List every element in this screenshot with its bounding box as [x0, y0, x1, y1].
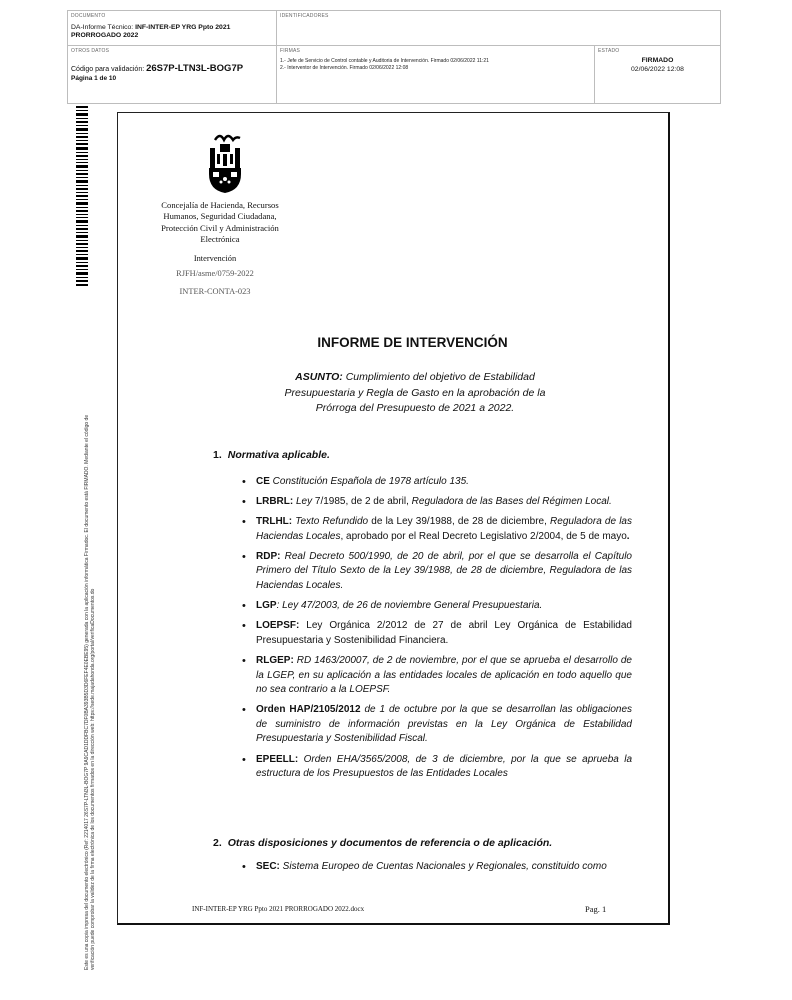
signature-header-table: [67, 10, 721, 104]
firmas-cell: [277, 46, 595, 103]
page-title: INFORME DE INTERVENCIÓN: [317, 335, 508, 350]
referencia-list: [240, 860, 632, 880]
list-item: • RDP: Real Decreto 500/1990, de 20 de abril, por el que se desarrolla el Capítulo Primero del Título Sexto de la Ley 39/1988, de 28 de diciembre, Reguladora de las Haciendas Locales.: [240, 550, 632, 594]
section-1-title: Normativa aplicable.: [227, 449, 330, 461]
unit-name: Intervención: [193, 254, 237, 263]
list-item: • TRLHL: Texto Refundido de la Ley 39/1988, de 28 de diciembre, Reguladora de las Haciendas Locales, aprobado por el Real Decreto Legislativo 2/2004, de 5 de mayo.: [240, 515, 632, 544]
estado-value: FIRMADO: [641, 57, 674, 64]
doc-title-prefix: DA-Informe Técnico:: [71, 24, 136, 31]
list-item: • LOEPSF: Ley Orgánica 2/2012 de 27 de abril Ley Orgánica de Estabilidad Presupuestaria y Sostenibilidad Financiera.: [240, 619, 632, 648]
estado-caption: ESTADO: [598, 48, 620, 54]
vertical-barcode: [76, 106, 88, 286]
documento-caption: DOCUMENTO: [71, 13, 106, 19]
section-2-title: Otras disposiciones y documentos de referencia o de aplicación.: [227, 837, 553, 849]
section-1-number: 1.: [213, 449, 222, 461]
otros-caption: OTROS DATOS: [71, 48, 110, 54]
firmas-caption: FIRMAS: [280, 48, 301, 54]
list-item: • LRBRL: Ley 7/1985, de 2 de abril, Reguladora de las Bases del Régimen Local.: [240, 495, 632, 510]
list-item: • LGP: Ley 47/2003, de 26 de noviembre General Presupuestaria.: [240, 599, 632, 614]
footer-page-number: Pag. 1: [585, 904, 607, 914]
verification-side-text: [84, 290, 96, 970]
footer-filename: INF-INTER-EP YRG Ppto 2021 PRORROGADO 2022.docx: [192, 905, 365, 913]
identificadores-caption: IDENTIFICADORES: [280, 13, 329, 19]
validation-label: Código para validación:: [71, 66, 147, 73]
list-item: • SEC: Sistema Europeo de Cuentas Nacionales y Regionales, constituido como: [240, 860, 632, 875]
asunto-text: Cumplimiento del objetivo de Estabilidad Presupuestaria y Regla de Gasto en la aprobación de la Prórroga del Presupuesto de 2021 a 2022.: [284, 371, 546, 414]
list-item: • EPEELL: Orden EHA/3565/2008, de 3 de diciembre, por la que se aprueba la estructura de los Presupuestos de las Entidades Locales: [240, 753, 632, 782]
department-name: Concejalía de Hacienda, Recursos Humanos, Seguridad Ciudadana, Protección Civil y Administración Electrónica: [161, 200, 279, 244]
firma-1: 1.- Jefe de Servicio de Control contable y Auditoria de Intervención. Firmado 02/06/2022 11:21: [280, 58, 489, 64]
validation-line: [71, 63, 243, 74]
asunto-paragraph: [270, 370, 560, 417]
page-count: Página 1 de 10: [71, 75, 117, 82]
document-title: [71, 24, 266, 40]
asunto-label: ASUNTO:: [295, 371, 343, 383]
firma-2: 2.- Interventor de Intervención. Firmado 02/06/2022 12:08: [280, 65, 409, 71]
estado-cell: [595, 46, 720, 103]
section-2-number: 2.: [213, 837, 222, 849]
list-item: • RLGEP: RD 1463/20007, de 2 de noviembre, por el que se aprueba el desarrollo de la LGEP, en su aplicación a las entidades locales de aplicación en todo aquello que no sea contrario a la LOEPSF.: [240, 654, 632, 698]
doc-title-bold: INF-INTER-EP YRG Ppto 2021 PRORROGADO 2022: [71, 24, 231, 39]
normativa-list: [240, 475, 632, 787]
otros-datos-cell: [68, 46, 277, 103]
reference-2: INTER-CONTA-023: [179, 287, 251, 296]
section-1-heading: [213, 449, 330, 461]
identificadores-cell: [277, 11, 720, 46]
side-text-line2: verificación puede comprobar la validez de la firma electrónica de los documentos firmados en la dirección web: https://sede.majadahonda.org/portal/verificaDocumentos.do: [90, 588, 96, 970]
section-2-heading: [213, 837, 552, 849]
list-item: • CE Constitución Española de 1978 artículo 135.: [240, 475, 632, 490]
estado-date: 02/06/2022 12:08: [631, 66, 684, 73]
reference-1: RJFH/asme/0759-2022: [176, 269, 254, 278]
municipal-coat-of-arms-icon: [205, 132, 245, 194]
list-item: • Orden HAP/2105/2012 de 1 de octubre por la que se desarrollan las obligaciones de suministro de información previstas en la Ley Orgánica de Estabilidad Presupuestaria y Sostenibilidad Fiscal.: [240, 703, 632, 747]
validation-code: 26S7P-LTN3L-BOG7P: [146, 63, 244, 74]
side-text-line1: Este es una copia impresa del documento electrónico (Ref: 2214017 26S7P-LTN3L-BOG7P 9A9CAD1DDFBC7DF0BA393B5D3D6FEF4E0EBE95) generada con la aplicación informática Firmadoc. El documento está FIRMADO. Mediante el código de: [84, 414, 90, 970]
documento-cell: [68, 11, 277, 46]
